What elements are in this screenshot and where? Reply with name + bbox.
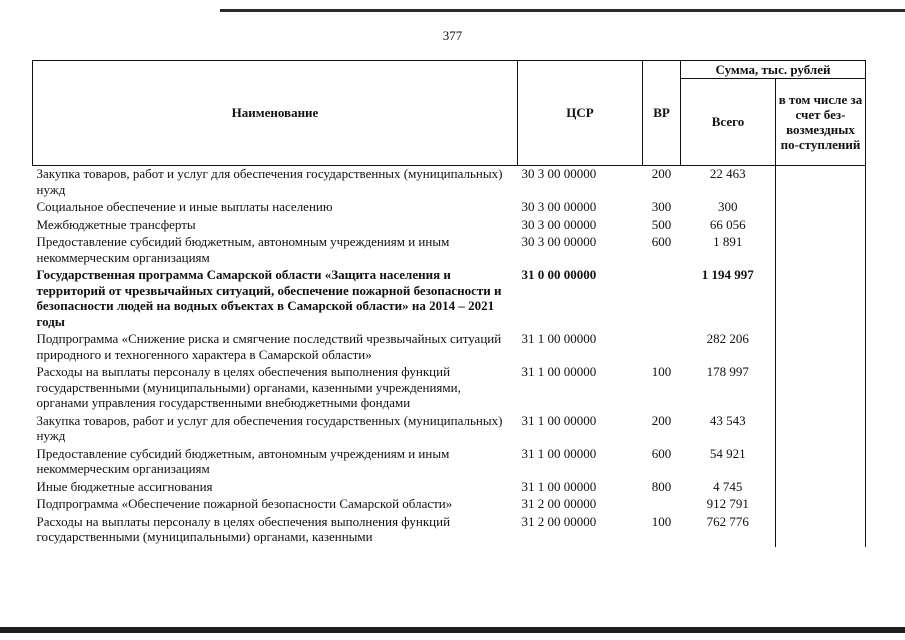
row-total-cell: 1 891 [713,234,743,249]
table-row [33,199,866,217]
row-csr-cell: 30 3 00 00000 [521,166,597,181]
header-csr: ЦСР [518,61,643,166]
header-gratuitous: в том числе за счет без-возмездных по-ступлений [776,79,866,166]
table-row [33,331,866,364]
row-gratuitous-cell [776,234,866,267]
row-name-cell: Межбюджетные трансферты [36,216,196,232]
row-vr-cell: 600 [651,445,672,461]
row-csr-cell: 30 3 00 00000 [521,234,597,249]
table-body [33,166,866,547]
row-total-cell: 1 194 997 [701,267,754,282]
row-name-cell: Подпрограмма «Снижение риска и смягчение последствий чрезвычайных ситуаций природного и техногенного характера в Самарской области» [36,331,502,362]
row-csr-cell: 31 0 00 00000 [521,267,597,282]
header-name: Наименование [33,61,518,166]
row-gratuitous-cell [776,331,866,364]
row-gratuitous-cell [776,446,866,479]
row-vr-cell: 100 [651,364,672,379]
row-total-cell: 22 463 [709,166,746,181]
row-name-cell: Предоставление субсидий бюджетным, автономным учреждениям и иным некоммерческим организациям [36,445,450,476]
row-csr-cell: 31 1 00 00000 [521,412,597,428]
row-name-cell: Иные бюджетные ассигнования [36,478,213,494]
row-vr-cell: 600 [651,234,672,249]
row-csr-cell: 31 1 00 00000 [521,478,597,494]
row-gratuitous-cell [776,514,866,547]
table-row [33,514,866,547]
table-row [33,479,866,497]
row-gratuitous-cell [776,166,866,200]
row-vr-cell [643,331,681,364]
row-csr-cell: 31 2 00 00000 [521,496,597,511]
row-name-cell: Расходы на выплаты персоналу в целях обеспечения выполнения функций государственными (муниципальными) органами, казенными учреждениями, органами управления государственными внебюджетными фондами [36,364,461,410]
row-csr-cell: 30 3 00 00000 [521,199,597,214]
row-total-cell: 4 745 [713,478,743,494]
row-vr-cell [643,267,681,331]
header-vr: ВР [643,61,681,166]
row-csr-cell: 31 1 00 00000 [521,331,597,346]
row-total-cell: 54 921 [709,445,746,461]
header-sum: Сумма, тыс. рублей [681,61,866,79]
row-vr-cell: 200 [651,412,672,428]
row-name-cell: Закупка товаров, работ и услуг для обеспечения государственных (муниципальных) нужд [36,166,503,197]
table-row [33,364,866,413]
budget-table [32,60,866,547]
row-vr-cell: 200 [651,166,672,181]
row-name-cell: Социальное обеспечение и иные выплаты населению [36,199,333,214]
row-name-cell: Предоставление субсидий бюджетным, автономным учреждениям и иным некоммерческим организациям [36,234,450,265]
row-csr-cell: 30 3 00 00000 [521,216,597,232]
header-total: Всего [681,79,776,166]
row-total-cell: 282 206 [706,331,749,346]
row-total-cell: 178 997 [706,364,749,379]
row-vr-cell: 800 [651,478,672,494]
row-total-cell: 66 056 [709,216,746,232]
table-row [33,496,866,514]
row-csr-cell: 31 1 00 00000 [521,364,597,379]
row-total-cell: 300 [718,199,738,214]
row-name-cell: Закупка товаров, работ и услуг для обеспечения государственных (муниципальных) нужд [36,412,503,443]
scan-border-bottom [0,627,905,633]
row-gratuitous-cell [776,364,866,413]
scan-border-top [220,9,905,12]
row-gratuitous-cell [776,217,866,235]
table-row [33,413,866,446]
row-vr-cell [643,496,681,514]
row-name-cell: Расходы на выплаты персоналу в целях обеспечения выполнения функций государственными (муниципальными) органами, казенными [36,513,451,544]
row-gratuitous-cell [776,199,866,217]
row-vr-cell: 500 [651,216,672,232]
row-vr-cell: 100 [651,513,672,529]
row-name-cell: Подпрограмма «Обеспечение пожарной безопасности Самарской области» [36,496,453,511]
table-row [33,166,866,200]
row-gratuitous-cell [776,413,866,446]
row-vr-cell: 300 [651,199,672,214]
table-row [33,267,866,331]
row-csr-cell: 31 1 00 00000 [521,445,597,461]
row-total-cell: 912 791 [706,496,749,511]
row-gratuitous-cell [776,496,866,514]
table-row [33,217,866,235]
row-gratuitous-cell [776,267,866,331]
row-name-cell: Государственная программа Самарской области «Защита населения и территорий от чрезвычайных ситуаций, обеспечение пожарной безопасности и безопасности людей на водных объектах в Самарской области» на 2014 – 2021 годы [36,267,502,329]
table-row [33,446,866,479]
row-total-cell: 43 543 [709,412,746,428]
row-total-cell: 762 776 [706,513,749,529]
row-gratuitous-cell [776,479,866,497]
row-csr-cell: 31 2 00 00000 [521,513,597,529]
table-row [33,234,866,267]
page-number: 377 [442,28,463,43]
